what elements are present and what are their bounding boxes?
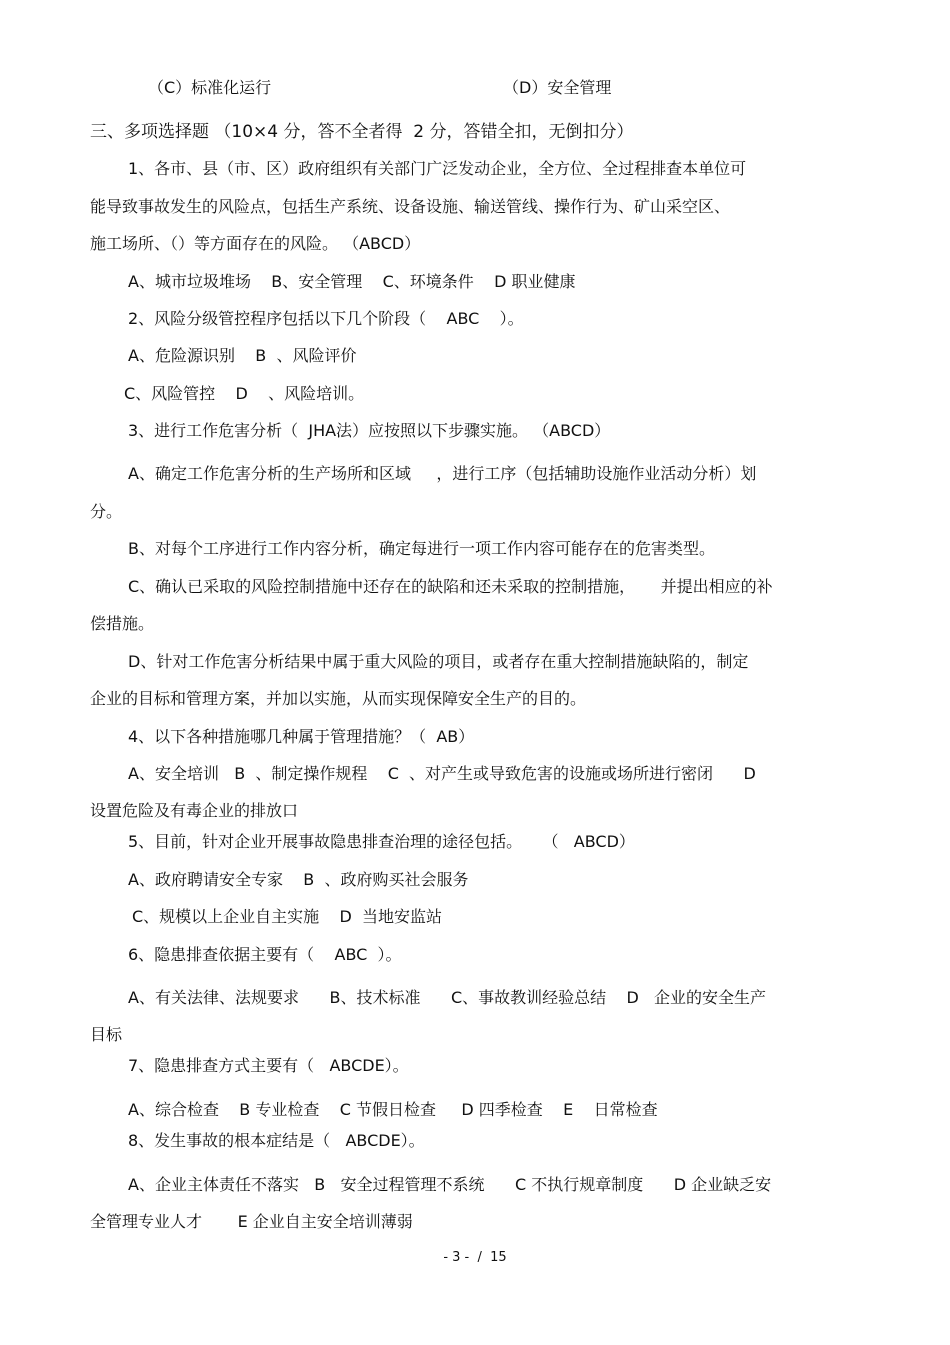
question-1-line3: 施工场所、（）等方面存在的风险。 （ABCD） bbox=[90, 234, 421, 253]
question-6-options-1: A、有关法律、法规要求 B、技术标准 C、事故教训经验总结 D 企业的安全生产 bbox=[128, 988, 767, 1007]
question-2-options-1: A、危险源识别 B 、风险评价 bbox=[128, 346, 357, 365]
option-d-line: （D）安全管理 bbox=[503, 78, 612, 97]
question-4-options-2: 设置危险及有毒企业的排放口 bbox=[90, 801, 299, 820]
question-3-option-c-1: C、确认已采取的风险控制措施中还存在的缺陷和还未采取的控制措施， 并提出相应的补 bbox=[128, 577, 773, 596]
question-3-option-d-2: 企业的目标和管理方案，并加以实施，从而实现保障安全生产的目的。 bbox=[90, 689, 587, 708]
question-7: 7、隐患排查方式主要有（ ABCDE）。 bbox=[128, 1056, 409, 1075]
question-5-options-2: C、规模以上企业自主实施 D 当地安监站 bbox=[132, 907, 443, 926]
question-1-line2: 能导致事故发生的风险点，包括生产系统、设备设施、输送管线、操作行为、矿山采空区、 bbox=[90, 197, 731, 216]
question-6-options-2: 目标 bbox=[90, 1025, 123, 1044]
question-3-option-a-1: A、确定工作危害分析的生产场所和区域 ，进行工序（包括辅助设施作业活动分析）划 bbox=[128, 464, 757, 483]
page-number: - 3 - / 15 bbox=[443, 1250, 507, 1265]
question-8-options-2: 全管理专业人才 E 企业自主安全培训薄弱 bbox=[90, 1212, 413, 1231]
question-5: 5、目前，针对企业开展事故隐患排查治理的途径包括。 （ ABCD） bbox=[128, 832, 635, 851]
question-3-option-a-2: 分。 bbox=[90, 502, 123, 521]
question-3-option-b: B、对每个工序进行工作内容分析，确定每进行一项工作内容可能存在的危害类型。 bbox=[128, 539, 715, 558]
question-3-option-d-1: D、针对工作危害分析结果中属于重大风险的项目，或者存在重大控制措施缺陷的，制定 bbox=[128, 652, 749, 671]
question-5-options-1: A、政府聘请安全专家 B 、政府购买社会服务 bbox=[128, 870, 469, 889]
question-1-options: A、城市垃圾堆场 B、安全管理 C、环境条件 D 职业健康 bbox=[128, 272, 576, 291]
question-3-option-c-2: 偿措施。 bbox=[90, 614, 155, 633]
question-4-options-1: A、安全培训 B 、制定操作规程 C 、对产生或导致危害的设施或场所进行密闭 D bbox=[128, 764, 756, 783]
question-4: 4、以下各种措施哪几种属于管理措施？（ AB） bbox=[128, 727, 475, 746]
question-1-line1: 1、各市、县（市、区）政府组织有关部门广泛发动企业，全方位、全过程排查本单位可 bbox=[128, 159, 747, 178]
question-2: 2、风险分级管控程序包括以下几个阶段（ ABC ）。 bbox=[128, 309, 524, 328]
question-8: 8、发生事故的根本症结是（ ABCDE）。 bbox=[128, 1131, 425, 1150]
option-c-line: （C）标准化运行 bbox=[148, 78, 272, 97]
question-6: 6、隐患排查依据主要有（ ABC ）。 bbox=[128, 945, 402, 964]
question-2-options-2: C、风险管控 D 、风险培训。 bbox=[124, 384, 365, 403]
question-3: 3、进行工作危害分析（ JHA法）应按照以下步骤实施。 （ABCD） bbox=[128, 421, 611, 440]
question-8-options-1: A、企业主体责任不落实 B 安全过程管理不系统 C 不执行规章制度 D 企业缺乏安 bbox=[128, 1175, 772, 1194]
question-7-options: A、综合检查 B 专业检查 C 节假日检查 D 四季检查 E 日常检查 bbox=[128, 1100, 658, 1119]
section-heading: 三、多项选择题 （10×4 分，答不全者得 2 分，答错全扣，无倒扣分） bbox=[90, 122, 634, 142]
